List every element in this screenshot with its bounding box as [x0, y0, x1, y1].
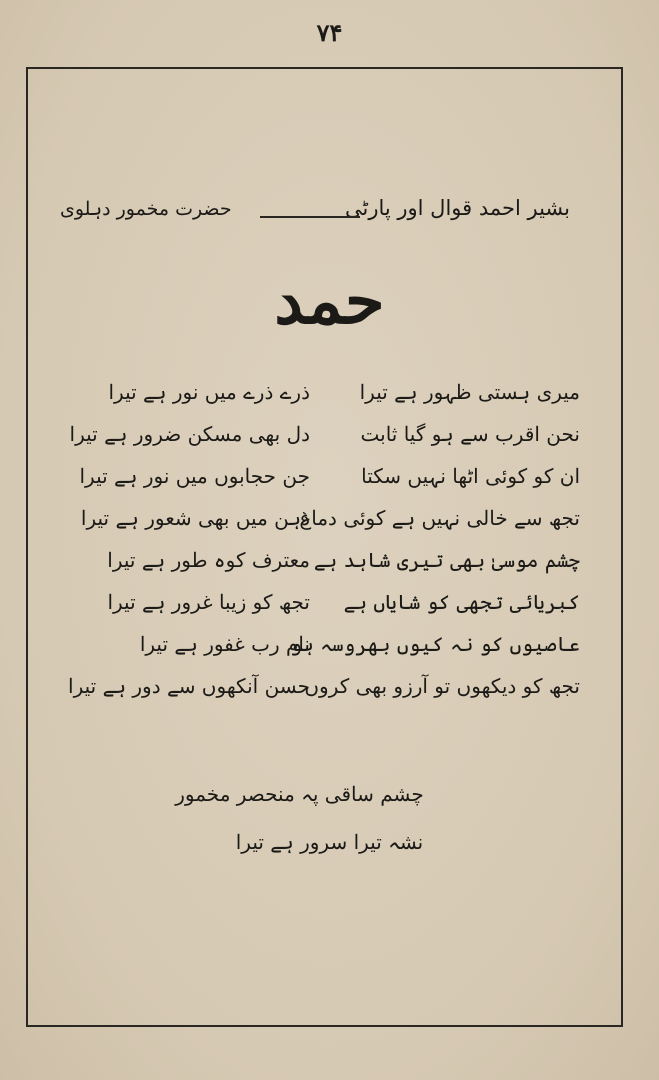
verse-row	[80, 632, 580, 674]
verse-first-line: تجھ سے خالی نہیں ہے کوئی دماغ	[299, 506, 580, 530]
verse-second-line: نام رب غفور ہے تیرا	[139, 632, 310, 656]
verse-row	[68, 674, 580, 716]
verse-row	[80, 590, 580, 632]
verse-first-line: نحن اقرب سے ہو گیا ثابت	[360, 422, 580, 446]
page-number: ۷۴	[316, 18, 343, 47]
verse-second-line: دل بھی مسکن ضرور ہے تیرا	[69, 422, 310, 446]
poet-name: حضرت مخمور دہلوی	[60, 198, 232, 220]
verse-second-line: ذرے ذرے میں نور ہے تیرا	[108, 380, 310, 404]
verse-first-line: چشم موسیٰ بھی تیری شاہد ہے	[313, 548, 580, 572]
verse-second-line: ذہن میں بھی شعور ہے تیرا	[80, 506, 310, 530]
verse-first-line: ان کو کوئی اٹھا نہیں سکتا	[361, 464, 580, 488]
verse-first-line: تجھ کو دیکھوں تو آرزو بھی کروں	[304, 674, 580, 698]
verse-first-line: عاصیوں کو نہ کیوں بھروسہ ہو	[290, 632, 580, 656]
performer-name: بشیر احمد قوال اور پارٹی	[344, 196, 570, 220]
verse-list	[68, 380, 580, 716]
poem-title: حمد	[274, 264, 385, 339]
header-line	[60, 196, 570, 236]
verse-row	[80, 380, 580, 422]
header-dash-rule	[260, 216, 360, 218]
verse-second-line: حسن آنکھوں سے دور ہے تیرا	[68, 674, 310, 698]
verse-first-line: کبریائی تجھی کو شایاں ہے	[343, 590, 580, 614]
verse-second-line: تجھ کو زیبا غرور ہے تیرا	[107, 590, 310, 614]
verse-first-line: میری ہستی ظہور ہے تیرا	[359, 380, 580, 404]
verse-row	[80, 548, 580, 590]
closing-couplet	[0, 770, 659, 866]
verse-row	[80, 464, 580, 506]
verse-second-line: معترف کوہ طور ہے تیرا	[107, 548, 310, 572]
verse-row	[69, 422, 580, 464]
closing-second-line: نشہ تیرا سرور ہے تیرا	[235, 830, 424, 854]
closing-first-line: چشم ساقی پہ منحصر مخمور	[175, 782, 424, 806]
verse-row	[80, 506, 580, 548]
verse-second-line: جن حجابوں میں نور ہے تیرا	[79, 464, 310, 488]
